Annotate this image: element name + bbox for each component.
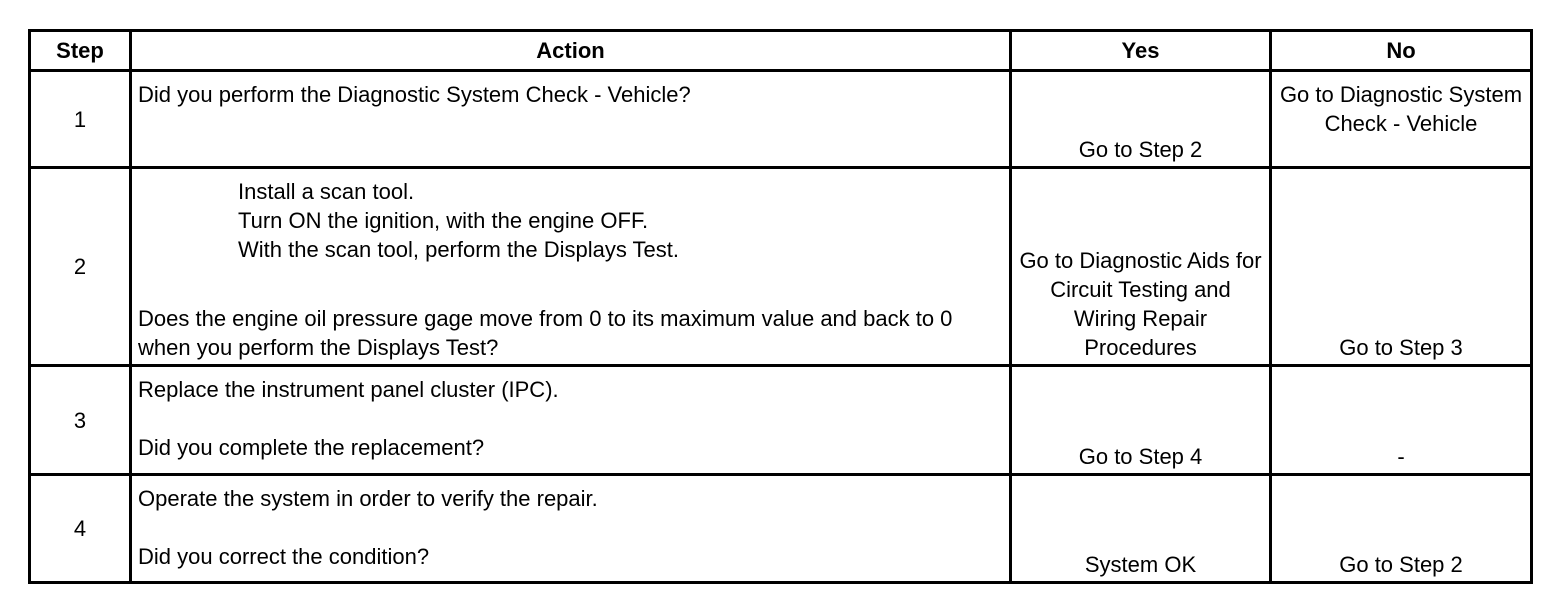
action-question: Did you correct the condition?	[138, 544, 430, 569]
header-step: Step	[30, 31, 131, 71]
action-text: Did you perform the Diagnostic System Check - Vehicle?	[138, 82, 691, 107]
step-number: 1	[30, 71, 131, 168]
action-bullet: Turn ON the ignition, with the engine OFF.	[238, 208, 649, 233]
no-cell: Go to Diagnostic System Check - Vehicle	[1271, 71, 1532, 168]
action-cell	[131, 168, 1011, 366]
action-cell	[131, 475, 1011, 583]
action-question: Did you complete the replacement?	[138, 435, 485, 460]
spacer	[138, 264, 1003, 304]
table-row	[30, 475, 1532, 583]
yes-cell: Go to Step 4	[1011, 366, 1271, 475]
step-number: 4	[30, 475, 131, 583]
action-text: Operate the system in order to verify the repair.	[138, 486, 598, 511]
header-yes: Yes	[1011, 31, 1271, 71]
header-row	[30, 31, 1532, 71]
no-cell: Go to Step 2	[1271, 475, 1532, 583]
table-row	[30, 366, 1532, 475]
action-cell	[131, 366, 1011, 475]
no-cell: Go to Step 3	[1271, 168, 1532, 366]
diagnostic-table	[28, 29, 1533, 584]
action-text: Replace the instrument panel cluster (IPC).	[138, 377, 559, 402]
header-action: Action	[131, 31, 1011, 71]
action-bullet: Install a scan tool.	[238, 179, 415, 204]
step-number: 2	[30, 168, 131, 366]
table-row	[30, 168, 1532, 366]
spacer	[138, 513, 1003, 542]
spacer	[138, 404, 1003, 433]
no-cell: -	[1271, 366, 1532, 475]
header-no: No	[1271, 31, 1532, 71]
yes-cell: Go to Diagnostic Aids for Circuit Testing and Wiring Repair Procedures	[1011, 168, 1271, 366]
action-question: Does the engine oil pressure gage move from 0 to its maximum value and back to 0 when you perform the Displays Test?	[138, 306, 953, 360]
action-cell	[131, 71, 1011, 168]
step-number: 3	[30, 366, 131, 475]
table-row	[30, 71, 1532, 168]
action-bullet: With the scan tool, perform the Displays Test.	[238, 237, 679, 262]
yes-cell: System OK	[1011, 475, 1271, 583]
yes-cell: Go to Step 2	[1011, 71, 1271, 168]
